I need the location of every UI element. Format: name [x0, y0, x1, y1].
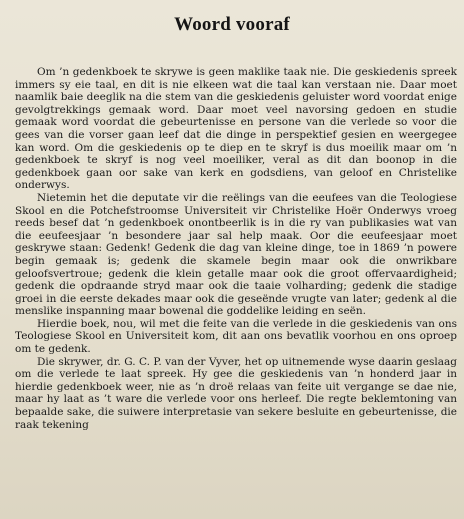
- page-title: Woord vooraf: [174, 14, 290, 35]
- paragraph-2: Nietemin het die deputate vir die reëlings van die eeufees van die Teologiese Skool en die Potchefstroomse Universiteit vir Christelike Hoër Onderwys vroeg reeds besef dat ’n gedenkboek onontbeerlik is in die ry van publikasies wat van die eeufeesjaar ’n besondere jaar sal help maak. Oor die eeufeesjaar moet geskrywe staan: Gedenk! Gedenk die dag van kleine dinge, toe in 1869 ’n powere begin gemaak is; gedenk die skamele begin maar ook die onwrikbare geloofsvertroue; gedenk die klein getalle maar ook die groot offervaardigheid; gedenk die opdraande stryd maar ook die taaie volharding; gedenk die stadige groei in die eerste dekades maar ook die geseënde vrugte van later; gedenk al die menslike inspanning maar bowenal die goddelike leiding en seën.: [15, 191, 457, 318]
- page-body: [15, 66, 457, 431]
- paragraph-1: Om ’n gedenkboek te skrywe is geen maklike taak nie. Die geskiedenis spreek immers sy eie taal, en dit is nie elkeen wat die taal kan verstaan nie. Daar moet naamlik baie deeglik na die stem van die geskiedenis geluister word voordat enige gevolgtrekkings gemaak word. Daar moet veel navorsing gedoen en studie gemaak word voordat die gebeurtenisse en persone van die verlede so voor die gees van die vorser gaan leef dat die dinge in perspektief gesien en weergegee kan word. Om die geskiedenis op te diep en te skryf is dus moeilik maar om ’n gedenkboek te skryf is nog veel moeiliker, veral as dit dan boonop in die gedenkboek gaan oor sake van kerk en godsdiens, van geloof en Christelike onderwys.: [15, 66, 457, 192]
- paragraph-4: Die skrywer, dr. G. C. P. van der Vyver, het op uitnemende wyse daarin geslaag om die verlede te laat spreek. Hy gee die geskiedenis van ’n honderd jaar in hierdie gedenkboek weer, nie as ’n droë relaas van feite uit vergange se dae nie, maar hy laat as ’t ware die verlede voor ons herleef. Die regte beklemtoning van bepaalde sake, die suiwere interpretasie van sekere besluite en gebeurtenisse, die raak tekening: [15, 355, 457, 431]
- paragraph-3: Hierdie boek, nou, wil met die feite van die verlede in die geskiedenis van ons Teologiese Skool en Universiteit kom, dit aan ons bevatlik voorhou en ons oproep om te gedenk.: [15, 317, 457, 356]
